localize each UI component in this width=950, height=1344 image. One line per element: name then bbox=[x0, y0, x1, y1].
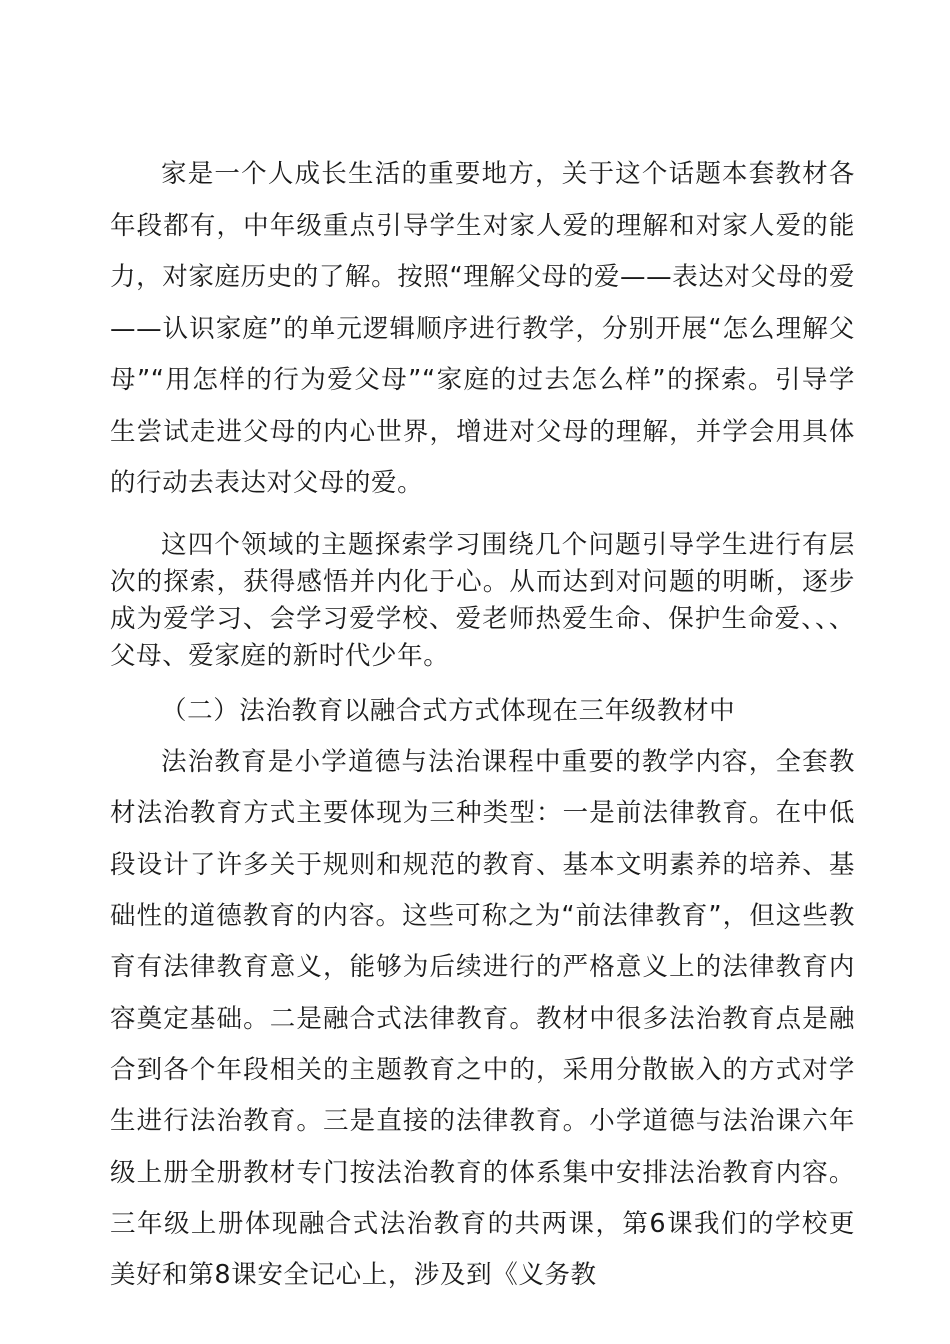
paragraph-family: 家是一个人成长生活的重要地方，关于这个话题本套教材各年段都有，中年级重点引导学生对家人爱的理解和对家人爱的能力，对家庭历史的了解。按照“理解父母的爱——表达对父母的爱——认识家庭”的单元逻辑顺序进行教学，分别开展“怎么理解父母”“用怎样的行为爱父母”“家庭的过去怎么样”的探索。引导学生尝试走进父母的内心世界，增进对父母的理解，并学会用具体的行动去表达对父母的爱。 bbox=[110, 159, 855, 498]
paragraph-law-education: 法治教育是小学道德与法治课程中重要的教学内容，全套教材法治教育方式主要体现为三种类型：一是前法律教育。在中低段设计了许多关于规则和规范的教育、基本文明素养的培养、基础性的道德教育的内容。这些可称之为“前法律教育”，但这些教育有法律教育意义，能够为后续进行的严格意义上的法律教育内容奠定基础。二是融合式法律教育。教材中很多法治教育点是融合到各个年段相关的主题教育之中的，采用分散嵌入的方式对学生进行法治教育。三是直接的法律教育。小学道德与法治课六年级上册全册教材专门按法治教育的体系集中安排法治教育内容。三年级上册体现融合式法治教育的共两课，第6课我们的学校更美好和第8课安全记心上，涉及到《义务教 bbox=[110, 747, 855, 1291]
paragraph-four-domains: 这四个领域的主题探索学习围绕几个问题引导学生进行有层次的探索，获得感悟并内化于心。从而达到对问题的明晰，逐步成为爱学习、会学习爱学校、爱老师热爱生命、保护生命爱、、、父母、爱家庭的新时代少年。 bbox=[110, 529, 855, 672]
section-heading: （二）法治教育以融合式方式体现在三年级教材中 bbox=[161, 695, 736, 726]
document-page bbox=[110, 149, 855, 1301]
